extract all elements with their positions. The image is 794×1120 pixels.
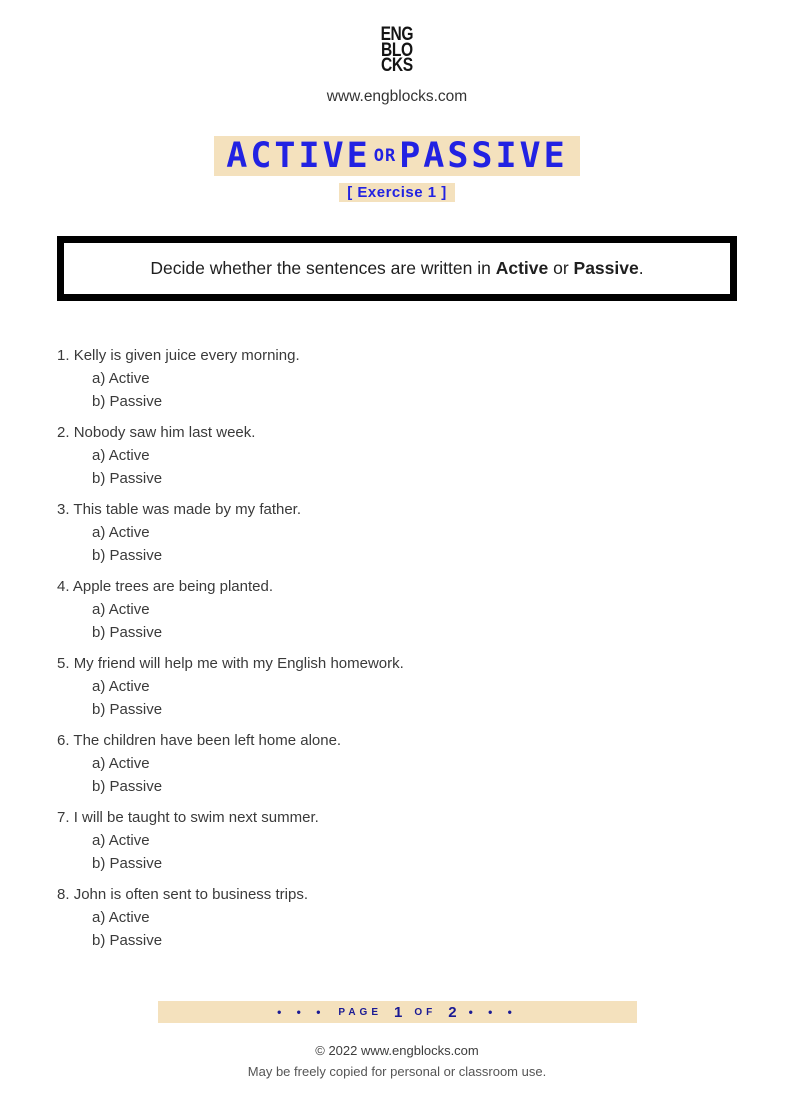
question-number: 3. <box>57 501 70 518</box>
option-active <box>92 444 794 467</box>
instruction-prefix: Decide whether the sentences are written in <box>150 258 496 278</box>
question-line <box>57 344 794 367</box>
question-text: John is often sent to business trips. <box>73 886 308 903</box>
title-banner <box>214 136 579 176</box>
option-active <box>92 906 794 929</box>
question-text: The children have been left home alone. <box>73 732 342 749</box>
page-label: PAGE <box>338 1006 383 1018</box>
question-item <box>57 575 794 644</box>
option-label: b) <box>92 547 106 564</box>
website-url: www.engblocks.com <box>326 88 468 105</box>
option-passive <box>92 544 794 567</box>
question-item <box>57 498 794 567</box>
question-item <box>57 729 794 798</box>
option-label: a) <box>92 678 106 695</box>
option-text: Active <box>108 601 150 618</box>
subtitle-section <box>0 183 794 202</box>
option-active <box>92 675 794 698</box>
question-number: 6. <box>57 732 70 749</box>
option-text: Active <box>108 524 150 541</box>
question-item <box>57 883 794 952</box>
question-item <box>57 421 794 490</box>
option-active <box>92 598 794 621</box>
option-label: a) <box>92 447 106 464</box>
page-dots-right: • • • <box>468 1005 518 1019</box>
instruction-middle: or <box>548 258 574 278</box>
page-of-label: OF <box>414 1006 437 1018</box>
question-number: 2. <box>57 424 70 441</box>
option-passive <box>92 621 794 644</box>
option-passive <box>92 390 794 413</box>
logo-line-1: ENG <box>380 24 414 45</box>
option-text: Active <box>108 447 150 464</box>
instruction-suffix: . <box>638 258 644 278</box>
question-number: 7. <box>57 809 70 826</box>
option-label: b) <box>92 470 106 487</box>
title-active: ACTIVE <box>226 136 371 176</box>
question-item <box>57 652 794 721</box>
engblocks-logo <box>380 24 414 76</box>
question-line <box>57 652 794 675</box>
option-label: b) <box>92 932 106 949</box>
option-label: a) <box>92 755 106 772</box>
instruction-bold-passive: Passive <box>573 258 639 278</box>
option-passive <box>92 929 794 952</box>
option-text: Passive <box>109 547 163 564</box>
option-passive <box>92 467 794 490</box>
copyright-line: © 2022 www.engblocks.com <box>315 1043 479 1058</box>
license-line: May be freely copied for personal or classroom use. <box>247 1064 547 1079</box>
question-item <box>57 806 794 875</box>
page-indicator-bar <box>158 1001 637 1023</box>
option-text: Active <box>108 909 150 926</box>
header <box>0 0 794 106</box>
exercise-subtitle: [ Exercise 1 ] <box>339 183 455 202</box>
instruction-box <box>57 236 737 301</box>
question-line <box>57 421 794 444</box>
option-active <box>92 521 794 544</box>
question-number: 8. <box>57 886 70 903</box>
logo-line-3: CKS <box>381 55 413 76</box>
questions-list <box>57 344 794 952</box>
question-line <box>57 729 794 752</box>
option-active <box>92 367 794 390</box>
page-current: 1 <box>394 1003 403 1021</box>
option-active <box>92 752 794 775</box>
logo-line-2: BLO <box>381 39 413 61</box>
option-label: b) <box>92 855 106 872</box>
option-label: a) <box>92 832 106 849</box>
question-line <box>57 575 794 598</box>
option-text: Active <box>108 755 150 772</box>
question-number: 5. <box>57 655 70 672</box>
option-label: b) <box>92 701 106 718</box>
option-label: a) <box>92 370 106 387</box>
page-total: 2 <box>448 1003 457 1021</box>
question-line <box>57 498 794 521</box>
option-text: Passive <box>109 470 163 487</box>
option-text: Passive <box>109 624 163 641</box>
title-or: OR <box>373 146 397 166</box>
question-item <box>57 344 794 413</box>
option-label: b) <box>92 624 106 641</box>
question-text: This table was made by my father. <box>73 501 302 518</box>
title-passive: PASSIVE <box>399 136 568 176</box>
option-label: b) <box>92 393 106 410</box>
option-text: Active <box>108 832 150 849</box>
option-label: a) <box>92 601 106 618</box>
option-label: a) <box>92 524 106 541</box>
option-label: b) <box>92 778 106 795</box>
option-text: Passive <box>109 701 163 718</box>
question-text: I will be taught to swim next summer. <box>73 809 319 826</box>
option-text: Passive <box>109 393 163 410</box>
option-passive <box>92 698 794 721</box>
option-label: a) <box>92 909 106 926</box>
option-passive <box>92 852 794 875</box>
question-text: My friend will help me with my English homework. <box>73 655 404 672</box>
question-text: Kelly is given juice every morning. <box>73 347 300 364</box>
option-text: Passive <box>109 778 163 795</box>
question-line <box>57 883 794 906</box>
question-text: Apple trees are being planted. <box>72 578 274 595</box>
question-line <box>57 806 794 829</box>
question-number: 4. <box>57 578 70 595</box>
option-passive <box>92 775 794 798</box>
option-text: Active <box>108 678 150 695</box>
option-text: Passive <box>109 855 163 872</box>
title-section <box>0 136 794 176</box>
question-text: Nobody saw him last week. <box>73 424 256 441</box>
instruction-bold-active: Active <box>495 258 549 278</box>
option-text: Active <box>108 370 150 387</box>
question-number: 1. <box>57 347 70 364</box>
option-active <box>92 829 794 852</box>
option-text: Passive <box>109 932 163 949</box>
page-dots-left: • • • <box>277 1005 327 1019</box>
